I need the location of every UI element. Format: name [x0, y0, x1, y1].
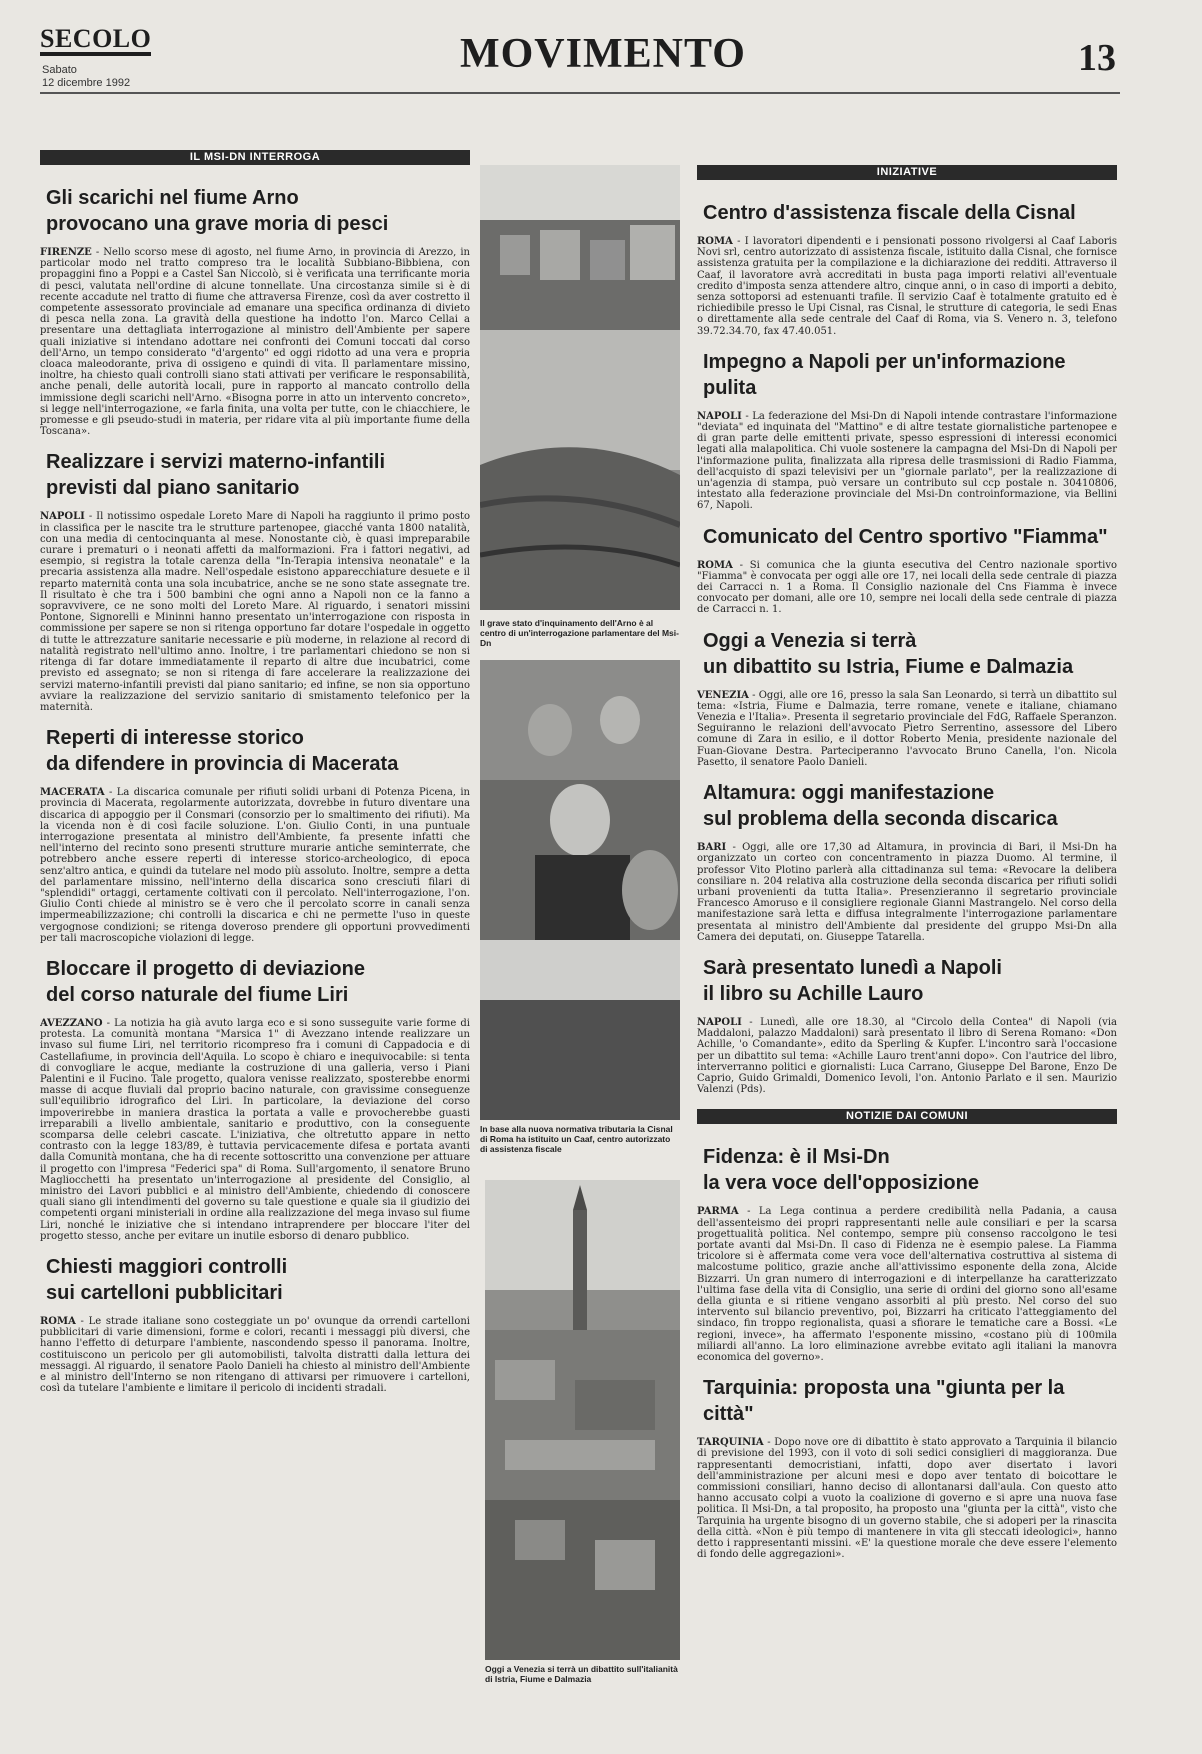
dateline: TARQUINIA [697, 1437, 764, 1449]
article-arno [40, 185, 470, 437]
right-column [697, 165, 1117, 1720]
article-headline: Reperti di interesse storico da difendere in provincia di Macerata [46, 727, 399, 776]
dateline: ROMA [40, 1316, 76, 1328]
article-body: AVEZZANO - La notizia ha già avuto larga eco e si sono susseguite varie forme di protesta. La comunità montana "Marsica 1" di Avezzano intende realizzare un invaso sul fiume Liri, nel territorio ricompreso fra i comuni di Cappadocia e di Castellafiume, in provincia dell'Aquila. Lo scopo è chiaro e inequivocabile: si tenta di convogliare le acque, mediante la costruzione di una galleria, verso i Piani Palentini e il Fucino. Tale progetto, qualora venisse realizzato, sposterebbe enormi masse di acque fluviali dal proprio bacino naturale, con gravissime conseguenze sull'equilibrio idrografico del Liri. In particolare, la deviazione del corso impoverirebbe in maniera drastica la portata a valle e provocherebbe guasti irreparabili a livello ambientale, sanitario e produttivo, con la conseguente scomparsa delle celebri cascate. L'iniziativa, che oltretutto appare in netto contrasto con la legge 183/89, è tuttavia pervicacemente difesa e portata avanti dalla Comunità montana, che ha di recente sottoscritto una convenzione per attuare il progetto con l'impresa "Federici spa" di Roma. Sull'argomento, il senatore Bruno Magliocchetti ha presentato un'interrogazione al presidente del Consiglio, al ministro dei Lavori pubblici e al ministro dell'Ambiente, chiedendo di conoscere quali siano gli intendimenti del governo su tale questione e quale sia il giudizio dei competenti organi ministeriali in ordine alla realizzazione del mega invaso sul fiume Liri, nonché le iniziative che si intendano intraprendere per bloccare l'iter del progetto stesso, anche per evitare un inutile esborso di denaro pubblico. [40, 1017, 470, 1242]
article-body: NAPOLI - Il notissimo ospedale Loreto Mare di Napoli ha raggiunto il primo posto in classifica per le nascite tra le strutture partenopee, giacché vanta 1800 natalità, con una media di centocinquanta al mese. Nonostante ciò, è quasi impreparabile curare i prematuri o i neonati affetti da malformazioni. Fra i fattori negativi, ad esempio, si registra la totale carenza della "In-Terapia intensiva neonatale" e la precaria assistenza alla madre. Nell'ospedale esistono apparecchiature desuete e il reparto maternità conta una sola incubatrice, anche se ne sono state assegnate tre. Il risultato è che tra i 500 bambini che ogni anno a Napoli non ce la fanno a sopravvivere, ce ne sono molti del Loreto Mare. Al riguardo, i senatori missini Pontone, Signorelli e Mininni hanno presentato un'interrogazione con risposta in commissione per sapere se non si ritenga opportuno far dotare l'ospedale in oggetto di tutte le attrezzature sanitarie necessarie e più moderne, in relazione al record di natalità registrato nell'ultimo anno. Inoltre, i tre parlamentari chiedono se non si ritenga di far dotare immediatamente il reparto di altre due incubatrici, come previsto ed assegnato; se non si ritenga di fare accelerare la realizzazione dei servizi materno-infantili previsti dal piano sanitario; ed infine, se non sia opportuno avviare la realizzazione del servizio sanitario di smistamento telefonico per la maternità. [40, 511, 470, 713]
article-body: NAPOLI - Lunedì, alle ore 18.30, al "Circolo della Contea" di Napoli (via Maddaloni, palazzo Maddaloni) sarà presentato il libro di Serena Romano: «Don Achille, 'o Comandante», edito da Sperling & Kupfer. L'incontro sarà l'occasione per un dibattito sul tema: «Achille Lauro trent'anni dopo». Con l'autrice del libro, interverranno politici e giornalisti: Luca Carrano, Giuseppe Del Barone, Enzo De Caprio, Guido Grimaldi, Domenico Ievoli, l'on. Antonio Parlato e il sen. Maurizio Valenzi (Pds). [697, 1016, 1117, 1096]
dateline: BARI [697, 842, 727, 854]
newspaper-logo: SECOLO [40, 26, 151, 56]
article-napoli-informazione [697, 349, 1117, 512]
article-headline: Comunicato del Centro sportivo "Fiamma" [703, 525, 1108, 548]
dateline: NAPOLI [697, 410, 742, 422]
article-body: NAPOLI - La federazione del Msi-Dn di Napoli intende contrastare l'informazione "deviata" ed inquinata del "Mattino" e di altre testate giornalistiche partenopee e di gran parte delle emittenti private, spesso espressioni di interessi economici legati alla malapolitica. Chi vuole sostenere la campagna del Msi-Dn di Napoli per l'informazione pulita, finalizzata alla ripresa delle trasmissioni di Radio Fiamma, dell'acquisto di spazi televisivi per un "giornale parlato", per la realizzazione di un'agenzia di stampa, può versare un contributo sul ccp postale n. 30410806, intestato alla federazione provinciale del Msi-Dn controinformazione, via Bellini 67, Napoli. [697, 410, 1117, 512]
dateline: NAPOLI [40, 511, 85, 523]
article-napoli-sanita [40, 449, 470, 713]
dateline: VENEZIA [697, 689, 749, 701]
article-headline: Gli scarichi nel fiume Arno provocano una grave moria di pesci [46, 187, 389, 235]
photo-caption: In base alla nuova normativa tributaria la Cisnal di Roma ha istituito un Caaf, centro autorizzato di assistenza fiscale [480, 1124, 673, 1154]
issue-date [42, 64, 130, 90]
section-kicker: NOTIZIE DAI COMUNI [697, 1109, 1117, 1124]
article-headline: Fidenza: è il Msi-Dn la vera voce dell'opposizione [703, 1146, 979, 1195]
article-body: ROMA - Si comunica che la giunta esecutiva del Centro nazionale sportivo "Fiamma" è convocata per oggi alle ore 17, nei locali della sede centrale di piazza dei Carracci n. 1 a Roma. Il Consiglio nazionale del Cns Fiamma è invece convocato per domani, alle ore 10, sempre nei locali della sede centrale di piazza de Carracci n. 1. [697, 559, 1117, 616]
article-body: TARQUINIA - Dopo nove ore di dibattito è stato approvato a Tarquinia il bilancio di previsione del 1993, con il voto di soli sedici consiglieri di maggioranza. Due rappresentanti democristiani, infatti, dopo aver disertato i lavori dell'amministrazione per alcuni mesi e dopo aver tentato di boicottare le commissioni consiliari, hanno deciso di allontanarsi dall'aula. Con questo atto hanno accusato colpi a vuoto la coalizione di governo e si apre una nuova fase politica. Il Msi-Dn, a tal proposito, ha proposto una "giunta per la città", visto che Tarquinia ha urgente bisogno di un governo stabile, che si adoperi per la rinascita della città. «Non è più tempo di mantenere in vita gli steccati ideologici», hanno detto i rappresentanti missini. «E' la questione morale che deve essere l'elemento di fondo delle aggregazioni». [697, 1437, 1117, 1561]
article-venezia [697, 628, 1117, 768]
article-tarquinia [697, 1375, 1117, 1560]
article-headline: Chiesti maggiori controlli sui cartelloni pubblicitari [46, 1256, 288, 1305]
article-cisnal [697, 200, 1117, 337]
article-body: ROMA - Le strade italiane sono costeggiate un po' ovunque da orrendi cartelloni pubblicitari di varie dimensioni, forme e colori, recanti i messaggi più diversi, che hanno l'effetto di deturpare l'ambiente, nascondendo spesso il panorama. Inoltre, costituiscono un pericolo per gli automobilisti, talvolta distratti dalla lettura dei messaggi. Al riguardo, il senatore Paolo Danieli ha chiesto al ministro dell'Ambiente e al ministro dell'Interno se non ritengano di attivarsi per rimuovere i cartelloni, così da tutelare l'ambiente e limitare il pericolo di incidenti stradali. [40, 1316, 470, 1395]
article-headline: Oggi a Venezia si terrà un dibattito su Istria, Fiume e Dalmazia [703, 629, 1074, 678]
article-body: MACERATA - La discarica comunale per rifiuti solidi urbani di Potenza Picena, in provincia di Macerata, regolarmente autorizzata, dovrebbe in futuro diventare una discarica di appoggio per il Consmari (consorzio per lo smaltimento dei rifiuti). Ma la vicenda non è di così facile soluzione. L'on. Giulio Conti, in una puntuale interrogazione presentata al ministro dell'Ambiente, fa presente infatti che nell'interno del recinto sono presenti strutture murarie antiche seminterrate, che potrebbero anche essere reperti di interesse storico-archeologico, di epoca senz'altro antica, e quindi da tutelare nel modo più assoluto. Inoltre, sempre a detta del parlamentare missino, nell'interno della discarica sono cresciuti filari di "splendidi" ortaggi, certamente coltivati con il percolato. Nell'interrogazione, l'on. Giulio Conti chiede al ministro se è vero che il percolato scorre in canali senza impermeabilizzazione; chi controlli la discarica e chi ne permette l'uso in queste vergognose condizioni; se ritenga doveroso prendere gli opportuni provvedimenti per tali macroscopiche violazioni di legge. [40, 787, 470, 944]
article-fidenza [697, 1144, 1117, 1363]
article-headline: Altamura: oggi manifestazione sul problema della seconda discarica [703, 782, 1058, 831]
dateline: ROMA [697, 236, 733, 247]
article-headline: Bloccare il progetto di deviazione del corso naturale del fiume Liri [46, 957, 365, 1006]
left-column [40, 150, 470, 1720]
article-headline: Centro d'assistenza fiscale della Cisnal [703, 202, 1076, 224]
article-liri [40, 956, 470, 1242]
issue-day: Sabato [42, 64, 77, 76]
issue-date-text: 12 dicembre 1992 [42, 77, 131, 89]
venice-image [485, 1180, 680, 1660]
photo-cisnal-office [480, 660, 680, 1120]
section-title: MOVIMENTO [460, 31, 746, 77]
dateline: NAPOLI [697, 1016, 742, 1028]
article-altamura [697, 780, 1117, 943]
masthead-rule [40, 92, 1120, 94]
article-body: ROMA - I lavoratori dipendenti e i pensionati possono rivolgersi al Caaf Laboris Novi srl, centro autorizzato di assistenza fiscale, istituito dalla Cisnal, che fornisce assistenza gratuita per la compilazione e la dichiarazione dei redditi. Attraverso il Caaf, il lavoratore avrà accreditati in busta paga importi relativi all'eventuale credito d'imposta senza attendere altro, cinque anni, o in caso di importi a debito, senza sottoporsi ad estenuanti trafile. Il servizio Caaf è totalmente gratuito ed è richiedibile presso le Upi Cisnal, ras Cisnal, le strutture di categoria, le sedi Enas o direttamente alla sede centrale del Caaf di Roma, via S. Venero n. 3, telefono 39.72.34.70, fax 47.40.051. [697, 236, 1117, 337]
dateline: MACERATA [40, 787, 105, 799]
article-headline: Realizzare i servizi materno-infantili previsti dal piano sanitario [46, 451, 385, 500]
article-headline: Tarquinia: proposta una "giunta per la città" [703, 1377, 1065, 1426]
article-body: VENEZIA - Oggi, alle ore 16, presso la sala San Leonardo, si terrà un dibattito sul tema: «Istria, Fiume e Dalmazia, terre romane, venete e italiane, chiamano Venezia e l'Italia». Presenta il segretario provinciale del FdG, Raffaele Speranzon. Seguiranno le relazioni dell'avvocato Pietro Serrentino, assessore del Libero comune di Zara in esilio, e il dottor Roberto Menia, presidente nazionale del Fuan-Giovane Destra. Parteciperanno l'avvocato Bruno Canella, l'on. Nicola Pasetto, il senatore Paolo Danieli. [697, 689, 1117, 768]
section-kicker: IL MSI-DN INTERROGA [40, 150, 470, 165]
article-cartelloni [40, 1254, 470, 1394]
photo-caption: Il grave stato d'inquinamento dell'Arno è al centro di un'interrogazione parlamentare del Msi-Dn [480, 618, 679, 648]
article-headline: Sarà presentato lunedì a Napoli il libro su Achille Lauro [703, 956, 1002, 1005]
dateline: FIRENZE [40, 247, 92, 258]
article-body: BARI - Oggi, alle ore 17,30 ad Altamura, in provincia di Bari, il Msi-Dn ha organizzato un corteo con concentramento in piazza Duomo. Al termine, il professor Vito Plotino parlerà alla cittadinanza sul tema: «Revocare la delibera consiliare n. 204 relativa alla costruzione della seconda discarica per rifiuti solidi urbani provenienti da tutta Italia». Presenzieranno il segretario provinciale Francesco Amoruso e il consigliere regionale Gianni Mastrangelo. Nel corso della manifestazione sarà letta e diffusa integralmente l'interrogazione parlamentare presentata al ministro dell'Ambiente dal presidente del gruppo Msi-Dn alla Camera dei deputati, on. Giuseppe Tatarella. [697, 842, 1117, 943]
dateline: ROMA [697, 559, 733, 571]
photo-venice [485, 1180, 680, 1660]
arno-river-image [480, 165, 680, 610]
photo-arno-river [480, 165, 680, 610]
article-macerata [40, 725, 470, 944]
dateline: AVEZZANO [40, 1017, 103, 1029]
article-body: FIRENZE - Nello scorso mese di agosto, nel fiume Arno, in provincia di Arezzo, in particolar modo nel tratto compreso tra le località Subbiano-Bibbiena, con propaggini fino a Poppi e a Castel San Niccolò, si è verificata una terrificante moria di pesci, valutata nell'ordine di alcune tonnellate. Una circostanza simile si è di recente accadute nel tratto di fiume che attraversa Firenze, così da aver costretto il competente assessorato provinciale ad emanare una specifica ordinanza di divieto di pesca nella zona. La gravità della questione ha indotto l'on. Marco Cellai a presentare una dettagliata interrogazione al ministro dell'Ambiente per sapere quali iniziative si intendano adottare nei confronti dei Comuni toccati dal corso dell'Arno, un tempo considerato "d'argento" ed oggi ridotto ad una vera e propria cloaca maleodorante, priva di ossigeno e quindi di vita. Il parlamentare missino, inoltre, ha chiesto quali controlli siano stati attivati per verificare le responsabilità, anche penali, delle autorità locali, pure in rapporto al mancato controllo della immissione degli scarichi nell'Arno. «Bisogna porre in atto un intervento concreto», si legge nell'interrogazione, «e farla finita, una volta per tutte, con le chiacchiere, le promesse e gli pseudo-studi in materia, per ridare vita al più importante fiume della Toscana». [40, 247, 470, 438]
cisnal-office-image [480, 660, 680, 1120]
section-kicker: INIZIATIVE [697, 165, 1117, 180]
article-fiamma [697, 524, 1117, 616]
article-body: PARMA - La Lega continua a perdere credibilità nella Padania, a causa dell'assenteismo dei propri rappresentanti nelle aule consiliari e per la scarsa progettualità politica. Nel contempo, sempre più consenso raccolgono le tesi portate avanti dal Msi-Dn. Il caso di Fidenza ne è esempio palese. La Fiamma tricolore si è affermata come vera voce dell'alternativa costruttiva al sistema di malcostume politico, grazie anche all'attivissimo esponente della zona, Alcide Bizzarri. Un gran numero di interrogazioni e di interpellanze ha caratterizzato l'ultima fase della vita di Consiglio, una serie di ordini del giorno sono all'esame della giunta e si ritiene vengano assorbiti al più presto. Nel corso del suo intervento sul bilancio preventivo, poi, Bizzarri ha criticato l'atteggiamento del sindaco, fin troppo regionalista, quasi a sfiorare le tematiche care a Bossi. «Le regioni, invece», ha affermato l'esponente missino, «costano più di 100mila miliardi all'anno. La loro eliminazione avrebbe evitato agli italiani la manovra economica del governo». [697, 1206, 1117, 1363]
article-lauro [697, 955, 1117, 1095]
page-number: 13 [1078, 37, 1116, 79]
dateline: PARMA [697, 1206, 739, 1218]
photo-caption: Oggi a Venezia si terrà un dibattito sull'italianità di Istria, Fiume e Dalmazia [485, 1664, 678, 1684]
article-headline: Impegno a Napoli per un'informazione pulita [703, 350, 1066, 399]
